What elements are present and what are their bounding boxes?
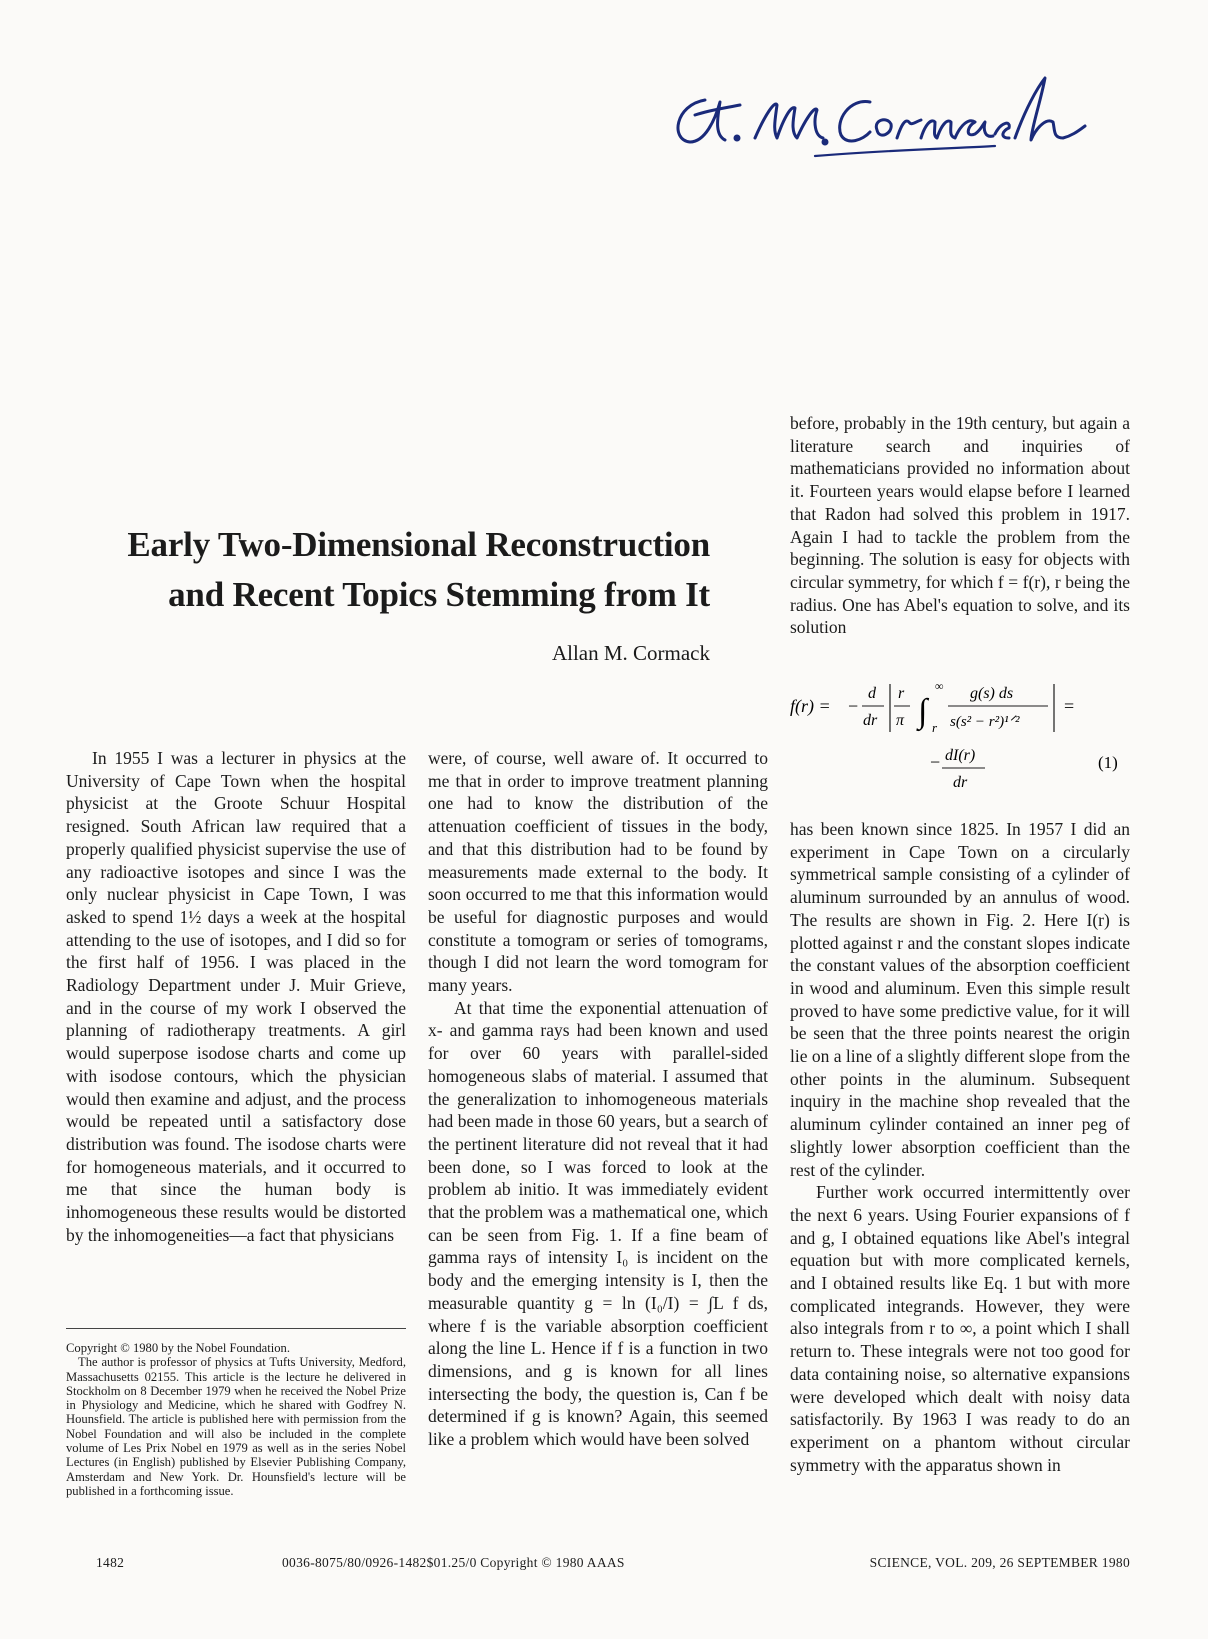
page-number: 1482 bbox=[96, 1555, 125, 1570]
eq-numerator: g(s) ds bbox=[970, 685, 1014, 702]
footnote-divider bbox=[66, 1328, 406, 1329]
column-3-top bbox=[790, 412, 1130, 639]
signature-scrawl bbox=[665, 60, 1095, 170]
eq-dr-2: dr bbox=[953, 774, 968, 791]
title-line-2: and Recent Topics Stemming from It bbox=[168, 575, 710, 614]
footer-journal-info: SCIENCE, VOL. 209, 26 SEPTEMBER 1980 bbox=[869, 1555, 1130, 1570]
eq-integral: ∫ bbox=[918, 693, 928, 730]
paragraph: Further work occurred intermittently over the next 6 years. Using Fourier expansions of f and g, I obtained equations like Abel's integral equation but with more complicated kernels, and I obtained results like Eq. 1 but with more complicated integrands. However, they were also integrals from r to ∞, a point which I shall return to. These integrals were not too good for data containing noise, so alternative expansions were developed which dealt with noisy data satisfactorily. By 1963 I was ready to do an experiment on a phantom without circular symmetry with the apparatus shown in bbox=[790, 1182, 1130, 1475]
eq-lhs: f(r) = bbox=[790, 696, 831, 716]
paragraph: At that time the exponential attenuation of x- and gamma rays had been known and used for over 60 years with parallel-sided homogeneous slabs of material. I assumed that the generalization to inhomogeneous materials had been made in those 60 years, but a search of the pertinent literature did not reveal that it had been done, so I was forced to look at the problem ab initio. It was immediately evident that the problem was a mathematical one, which can be seen from Fig. 1. If a fine beam of gamma rays of intensity I₀ is incident on the body and the emerging intensity is I, then the measurable quantity g = ln (I₀/I) = ∫L f ds, where f is the variable absorption coefficient along the line L. Hence if f is a function in two dimensions, and g is known for all lines intersecting the body, the question is, Can f be determined if g is known? Again, this seemed like a problem which would have been solved bbox=[428, 997, 768, 1450]
footnote-copyright: Copyright © 1980 by the Nobel Foundation. bbox=[66, 1341, 291, 1355]
footer-copyright-code: 0036-8075/80/0926-1482$01.25/0 Copyright © 1980 AAAS bbox=[282, 1555, 625, 1570]
article-title bbox=[60, 520, 710, 620]
eq-d: d bbox=[868, 685, 876, 702]
column-3-bottom bbox=[790, 818, 1130, 1476]
author-byline: Allan M. Cormack bbox=[551, 641, 710, 665]
paragraph: has been known since 1825. In 1957 I did an experiment in Cape Town on a circularly symmetrical sample consisting of a cylinder of aluminum surrounded by an annulus of wood. The results are shown in Fig. 2. Here I(r) is plotted against r and the constant slopes indicate the constant values of the absorption coefficient in wood and aluminum. Even this simple result proved to have some predictive value, for it will be seen that the three points nearest the origin lie on a line of a slightly different slope from the other points in the aluminum. Subsequent inquiry in the machine shop revealed that the aluminum cylinder contained an inner peg of slightly lower absorption coefficient than the rest of the cylinder. bbox=[790, 819, 1130, 1180]
eq-dIr: dI(r) bbox=[945, 747, 976, 764]
eq-denominator: s(s² − r²)¹ᐟ² bbox=[950, 714, 1020, 730]
eq-pi: π bbox=[896, 712, 905, 729]
eq-r: r bbox=[898, 685, 905, 702]
footnote-author-note: The author is professor of physics at Tufts University, Medford, Massachusetts 02155. This article is the lecture he delivered in Stockholm on 8 December 1979 when he received the Nobel Prize in Physiology and Medicine, which he shared with Godfrey N. Hounsfield. The article is published here with permission from the Nobel Foundation and will also be included in the complete volume of Les Prix Nobel en 1979 as well as in the series Nobel Lectures (in English) published by Elsevier Publishing Company, Amsterdam and New York. Dr. Hounsfield's lecture will be published in a forthcoming issue. bbox=[66, 1355, 406, 1498]
column-1 bbox=[66, 747, 406, 1246]
column-2 bbox=[428, 747, 768, 1451]
eq-minus-2: − bbox=[930, 752, 941, 772]
eq-minus: − bbox=[848, 696, 859, 716]
eq-upper: ∞ bbox=[935, 679, 944, 693]
eq-lower: r bbox=[932, 720, 938, 735]
title-line-1: Early Two-Dimensional Reconstruction bbox=[127, 525, 710, 564]
equation-1 bbox=[790, 670, 1130, 800]
eq-dr: dr bbox=[863, 712, 878, 729]
footnote bbox=[66, 1341, 406, 1498]
paragraph: before, probably in the 19th century, but again a literature search and inquiries of mathematicians provided no information about it. Fourteen years would elapse before I learned that Radon had solved this problem in 1917. Again I had to tackle the problem from the beginning. The solution is easy for objects with circular symmetry, for which f = f(r), r being the radius. One has Abel's equation to solve, and its solution bbox=[790, 413, 1130, 638]
paragraph: In 1955 I was a lecturer in physics at the University of Cape Town when the hospital physicist at the Groote Schuur Hospital resigned. South African law required that a properly qualified physicist supervise the use of any radioactive isotopes and since I was the only nuclear physicist in Cape Town, I was asked to spend 1½ days a week at the hospital attending to the use of isotopes, and I did so for the first half of 1956. I was placed in the Radiology Department under J. Muir Grieve, and in the course of my work I observed the planning of radiotherapy treatments. A girl would superpose isodose charts and come up with isodose contours, which the physician would then examine and adjust, and the process would be repeated until a satisfactory dose distribution was found. The isodose charts were for homogeneous materials, and it occurred to me that since the human body is inhomogeneous these results would be distorted by the inhomogeneities—a fact that physicians bbox=[66, 748, 406, 1245]
eq-number: (1) bbox=[1098, 753, 1118, 772]
author-signature bbox=[665, 60, 1095, 170]
eq-equals: = bbox=[1064, 696, 1075, 716]
paragraph: were, of course, well aware of. It occurred to me that in order to improve treatment planning one had to know the distribution of the attenuation coefficient of tissues in the body, and that this distribution had to be found by measurements made external to the body. It soon occurred to me that this information would be useful for diagnostic purposes and would constitute a tomogram or series of tomograms, though I did not learn the word tomogram for many years. bbox=[428, 748, 768, 996]
